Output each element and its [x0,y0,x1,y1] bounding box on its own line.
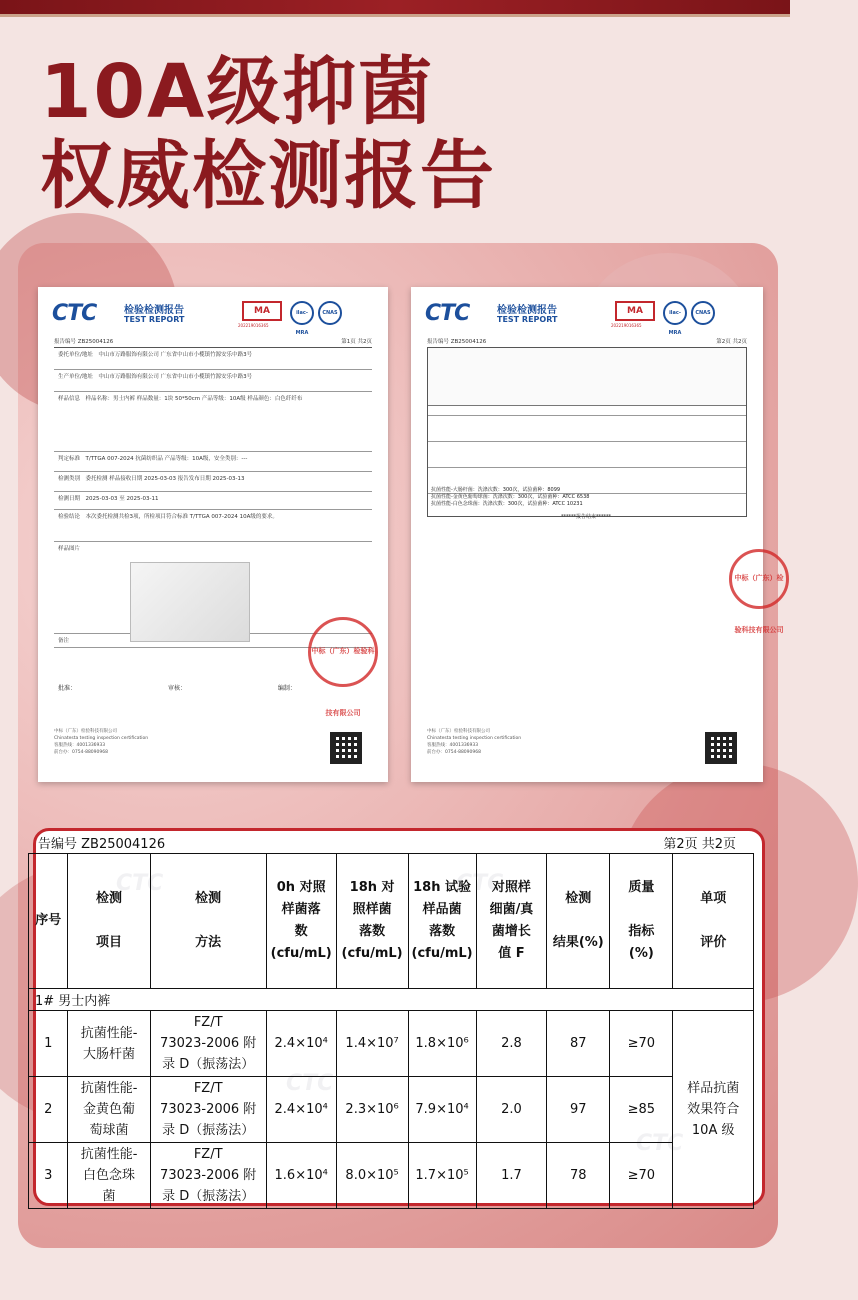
mini-table-section [428,406,746,416]
sample-photo [130,562,250,642]
info-row: 备注 [54,634,372,648]
report-no-label: 报告编号 [427,339,450,345]
official-stamp: 中标（广东）检验科技有限公司 [308,617,378,687]
test-result: 87 [547,1011,610,1077]
table-row [29,1011,754,1077]
control-0h-count: 1.6×10⁴ [266,1143,336,1209]
table-header-cell: 0h 对照 样菌落 数 (cfu/mL) [266,854,336,989]
info-row: 检测日期 2025-03-03 至 2025-03-11 [54,492,372,510]
ma-number: 202219016365 [238,323,269,328]
quality-spec: ≥70 [610,1143,673,1209]
test-item: 抗菌性能- 白色念珠 菌 [68,1143,150,1209]
section-label: 1# 男士内裤 [29,989,754,1011]
table-section-row [29,989,754,1011]
table-header-row [29,854,754,989]
test-method: FZ/T 73023-2006 附 录 D（振荡法） [150,1077,266,1143]
cnas-badge-icon: CNAS [691,301,715,325]
table-header-cell: 对照样 细菌/真 菌增长 值 F [476,854,547,989]
report-no: ZB25004126 [77,339,114,345]
qr-code-icon [330,732,362,764]
qr-code-icon [705,732,737,764]
report-no: ZB25004126 [450,339,487,345]
info-row: 生产单位/地址 中山市万路服饰有限公司 广东省中山市小榄镇竹源安乐中路3号 [54,370,372,392]
ctc-watermark: CTC [286,1071,334,1096]
ilac-badge-icon: ilac-MRA [290,301,314,325]
zoomed-result-table [33,828,765,1206]
ctc-watermark: CTC [116,871,164,896]
report-header [425,299,749,335]
control-18h-count: 1.4×10⁷ [336,1011,408,1077]
table-header-cell: 18h 对 照样菌 落数 (cfu/mL) [336,854,408,989]
sample-18h-count: 7.9×10⁴ [408,1077,476,1143]
ma-number: 202219016365 [611,323,642,328]
info-row: 判定标准 T/TTGA 007-2024 抗菌纺织品 产品等级：10A级，安全类别：--- [54,452,372,472]
table-header-cell: 单项 评价 [673,854,754,989]
ma-badge-icon: MA [242,301,282,321]
top-banner [0,0,790,14]
control-18h-count: 2.3×10⁶ [336,1077,408,1143]
row-number: 2 [29,1077,68,1143]
ilac-badge-icon: ilac-MRA [663,301,687,325]
ma-badge-icon: MA [615,301,655,321]
ctc-logo: CTC [425,301,470,326]
ctc-watermark: CTC [636,1131,684,1156]
zoom-page-label: 第2页 共2页 [663,837,736,852]
page-label: 第2页 共2页 [716,339,747,345]
report-panel [18,243,784,1248]
table-header-cell: 检测 项目 [68,854,150,989]
report-footer: 中标（广东）检验科技有限公司 Chinatesta testing inspection certification 客服热线：4001336933 前台办：0754-88090968 [54,729,149,755]
report-title-en: TEST REPORT [497,315,558,324]
table-header-cell: 检测 方法 [150,854,266,989]
report-page-2 [411,287,784,782]
headline-line-2: 权威检测报告 [40,133,496,219]
test-item: 抗菌性能- 大肠杆菌 [68,1011,150,1077]
headline-line-1: 10A级抑菌 [40,49,435,135]
test-notes: 抗菌性能-大肠杆菌：洗涤次数：300次，试验菌种：8099 抗菌性能-金黄色葡萄球菌：洗涤次数：300次，试验菌种：ATCC 6538 抗菌性能-白色念珠菌：洗涤次数：300次，试验菌种：ATCC 10231 [431,487,590,507]
test-method: FZ/T 73023-2006 附 录 D（振荡法） [150,1143,266,1209]
test-result: 97 [547,1077,610,1143]
page-label: 第1页 共2页 [341,339,372,345]
evaluation-cell: 样品抗菌 效果符合 10A 级 [673,1011,754,1209]
compile-label: 编制： [277,685,296,692]
info-row: 委托单位/地址 中山市万路服饰有限公司 广东省中山市小榄镇竹源安乐中路3号 [54,348,372,370]
table-row [29,1143,754,1209]
report-footer: 中标（广东）检验科技有限公司 Chinatesta testing inspection certification 客服热线：4001336933 前台办：0754-88090968 [427,729,522,755]
test-result: 78 [547,1143,610,1209]
mini-table-row [428,442,746,468]
table-header-cell: 检测 结果(%) [547,854,610,989]
ctc-watermark: CTC [456,871,504,896]
report-title-cn: 检验检测报告 [124,305,184,316]
mini-table-row [428,416,746,442]
row-number: 3 [29,1143,68,1209]
zoom-header [36,831,762,853]
page-headline [40,50,496,218]
sample-18h-count: 1.7×10⁵ [408,1143,476,1209]
control-0h-count: 2.4×10⁴ [266,1011,336,1077]
control-18h-count: 8.0×10⁵ [336,1143,408,1209]
approve-label: 批准： [58,685,77,692]
official-stamp: 中标（广东）检验科技有限公司 [729,549,789,609]
table-row [29,1077,754,1143]
growth-value: 2.0 [476,1077,547,1143]
quality-spec: ≥85 [610,1077,673,1143]
row-number: 1 [29,1011,68,1077]
review-label: 审核： [167,685,186,692]
ctc-logo: CTC [52,301,97,326]
growth-value: 2.8 [476,1011,547,1077]
result-table [28,853,754,1209]
quality-spec: ≥70 [610,1011,673,1077]
report-meta [54,337,372,345]
test-item: 抗菌性能- 金黄色葡 萄球菌 [68,1077,150,1143]
control-0h-count: 2.4×10⁴ [266,1077,336,1143]
table-header-cell: 序号 [29,854,68,989]
report-title-cn: 检验检测报告 [497,305,557,316]
report-header [52,299,374,335]
table-header-cell: 质量 指标 (%) [610,854,673,989]
mini-table-header [428,348,746,406]
zoom-report-no: 告编号 ZB25004126 [38,837,166,852]
growth-value: 1.7 [476,1143,547,1209]
test-method: FZ/T 73023-2006 附 录 D（振荡法） [150,1011,266,1077]
report-meta [427,337,747,345]
info-row: 检测类别 委托检测 样品接收日期 2025-03-03 报告发布日期 2025-03-13 [54,472,372,492]
report-no-label: 报告编号 [54,339,77,345]
sample-18h-count: 1.8×10⁶ [408,1011,476,1077]
report-end-note: ******报告结束****** [561,514,612,520]
report-page-1 [38,287,388,782]
info-row: 样品信息 样品名称：男士内裤 样品数量：1块 50*50cm 产品等级：10A级 样品颜色：白色纤纤布 [54,392,372,452]
table-header-cell: 18h 试验 样品菌 落数 (cfu/mL) [408,854,476,989]
report-title-en: TEST REPORT [124,315,185,324]
cnas-badge-icon: CNAS [318,301,342,325]
info-row: 样品图片 [54,542,372,634]
info-row: 检验结论 本次委托检测共检3项，所检项目符合标准 T/TTGA 007-2024 10A级的要求。 [54,510,372,542]
